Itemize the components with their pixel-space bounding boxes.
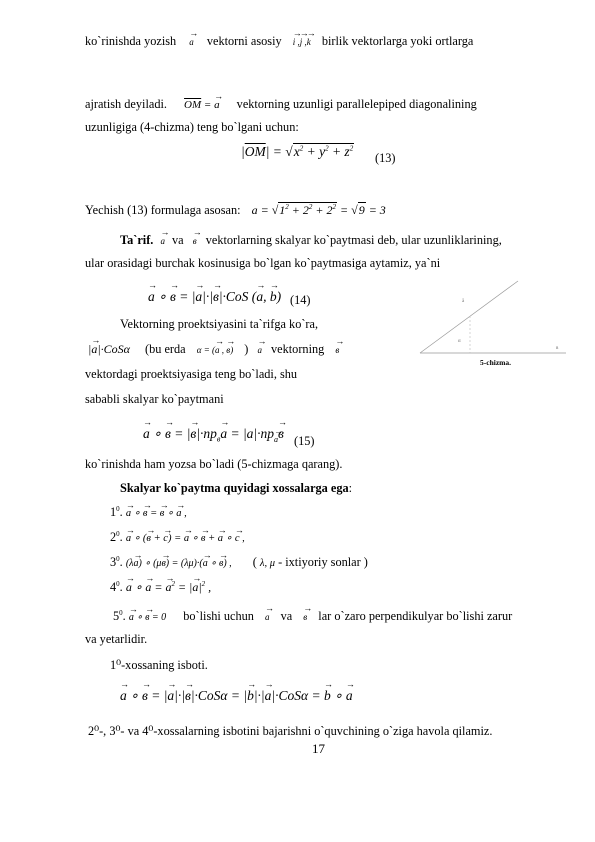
text: - ixtiyoriy sonlar ) — [278, 555, 368, 569]
vector-a-symbol: → a — [265, 610, 270, 624]
property-4: $4^0$. → a ∘ → a = → $a^2$ = |→ $a|^2$ , — [110, 580, 211, 594]
text: bo`lishi uchun — [183, 609, 254, 623]
text: (bu erda — [145, 342, 186, 356]
paragraph-line-1 — [85, 34, 546, 49]
basis-vectors-symbol: → i ,→ j ,→ k — [293, 37, 311, 47]
paragraph-line-11: sababli skalyar ko`paytmani — [85, 392, 224, 406]
vector-a-line — [420, 281, 518, 353]
text: Skalyar ko`paytma quyidagi xossalarga ega — [120, 481, 349, 495]
paragraph-line-9: |→ a|·CoSα (bu erda α = (→ a , → в) ) → a vektorning → в — [88, 342, 339, 357]
proof-heading: 1⁰-xossaning isboti. — [110, 658, 208, 672]
proof-equation: → a ∘ → в = |→ a|·|→ в|·CoSα = |→ b|·|→ a|·CoSα = → b ∘ → a — [120, 688, 353, 704]
paragraph-line-zarur: va yetarlidir. — [85, 632, 148, 646]
vector-b-symbol: → в — [193, 234, 197, 248]
text: vektorning uzunligi parallelepiped diagonalining — [236, 97, 477, 111]
alpha-angle-formula: α = (→ a , → в) — [197, 345, 233, 355]
text: ko`rinishda yozish — [85, 34, 177, 48]
paragraph-line-10: vektordagi proektsiyasiga teng bo`ladi, shu — [85, 367, 298, 381]
equation-14: → a ∘ → в = |→ a|·|→ в|·CoS (→ a, → b) — [148, 289, 281, 305]
equation-15: → a ∘ → в = |→ $в|\cdot np_в\to a = |a|\cdot np\to _a\to в$ — [143, 426, 284, 444]
property-3: $3^0$. (λ→ a) ∘ (μ→ в) = (λμ)·(→ a ∘ → в) , ( λ, μ - ixtiyoriy sonlar ) — [110, 555, 368, 571]
text: Yechish (13) formulaga asosan: — [85, 203, 241, 217]
om-equals-a-formula: $\overline{OM}$ = → a — [184, 99, 220, 111]
svg-text:α: α — [458, 339, 461, 344]
projection-formula: |→ a|·CoSα — [88, 342, 130, 356]
property-1: $1^0$. → a ∘ → в = → в ∘ → a , — [110, 505, 187, 521]
vector-a-symbol: → a — [257, 343, 262, 357]
equation-13: $|\overline{OM}| = √x^2 + y^2 + z^2$ — [241, 144, 354, 159]
text: vektorlarning skalyar ko`paytmasi deb, ular uzunliklarining, — [205, 233, 502, 247]
vector-a-symbol: → a — [189, 35, 194, 49]
paragraph-line-3: uzunligiga (4-chizma) teng bo`lgani uchun: — [85, 120, 299, 134]
closing-line: 2⁰-, 3⁰- va 4⁰-xossalarning isbotini bajarishni o`quvchining o`ziga havola qilamiz. — [88, 724, 493, 738]
text: lar o`zaro perpendikulyar bo`lishi zarur — [318, 609, 513, 623]
vector-a-symbol: → a — [160, 234, 165, 248]
text: birlik vektorlarga yoki ortlarga — [321, 34, 474, 48]
paragraph-line-2 — [85, 97, 546, 112]
paragraph-line-4 — [85, 203, 386, 217]
properties-heading: Skalyar ko`paytma quyidagi xossalarga ega: — [120, 481, 353, 495]
text: vektorni asosiy — [206, 34, 282, 48]
page-number: 17 — [312, 741, 325, 756]
figure-5-caption: 5-chizma. — [480, 358, 512, 367]
equation-14-label: (14) — [290, 293, 311, 307]
definition-title: Ta`rif — [120, 233, 151, 247]
paragraph-line-6: ular orasidagi burchak kosinusiga bo`lgan ko`paytmasiga aytamiz, ya`ni — [85, 256, 441, 270]
solution-formula: $a = √1^2 + 2^2 + 2^2 = √9 = 3$ — [251, 203, 386, 217]
paragraph-line-8: Vektorning proektsiyasini ta`rifga ko`ra, — [120, 317, 319, 331]
svg-text:в: в — [556, 346, 559, 351]
svg-text:ā: ā — [462, 299, 465, 304]
vector-b-symbol: → в — [303, 610, 307, 624]
definition-line: Ta`rif. → a va → в vektorlarning skalyar ko`paytmasi deb, ular uzunliklarining, — [120, 233, 546, 248]
vector-b-symbol: → в — [335, 343, 339, 357]
paragraph-line-12: ko`rinishda ham yozsa bo`ladi (5-chizmaga qarang). — [85, 457, 343, 471]
equation-13-label: (13) — [375, 151, 396, 165]
property-2: $2^0$. → a ∘ (→ в + → c) = → a ∘ → в + → a ∘ → c , — [110, 530, 245, 546]
equation-15-label: (15) — [294, 434, 315, 448]
text: ajratish deyiladi. — [85, 97, 167, 111]
text: vektorning — [271, 342, 325, 356]
property-5: $5^0$. → a ∘ → в = 0 bo`lishi uchun → a va → в lar o`zaro perpendikulyar bo`lishi zarur — [113, 609, 546, 625]
